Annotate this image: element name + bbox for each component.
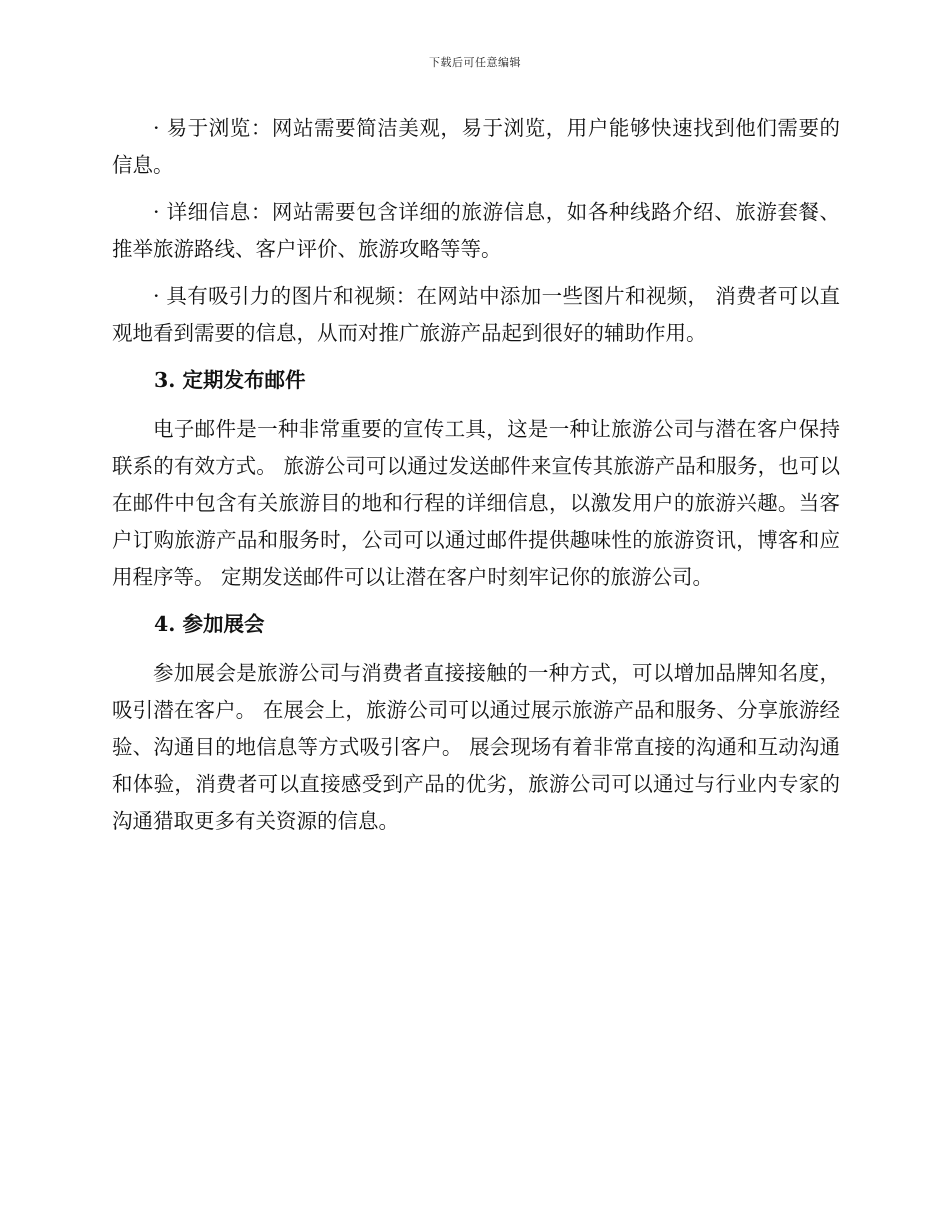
paragraph-email: 电子邮件是一种非常重要的宣传工具，这是一种让旅游公司与潜在客户保持联系的有效方式。 旅游公司可以通过发送邮件来宣传其旅游产品和服务，也可以在邮件中包含有关旅游目的地和行程的详细信息，以激发用户的旅游兴趣。当客户订购旅游产品和服务时，公司可以通过邮件提供趣味性的旅游资讯，博客和应用程序等。 定期发送邮件可以让潜在客户时刻牢记你的旅游公司。 <box>112 417 840 589</box>
section-heading-email: 3. 定期发布邮件 <box>154 368 306 392</box>
bullet-easy-browse: · 易于浏览：网站需要简洁美观，易于浏览，用户能够快速找到他们需要的信息。 <box>112 116 840 177</box>
bullet-detailed-info: · 详细信息：网站需要包含详细的旅游信息，如各种线路介绍、旅游套餐、推举旅游路线、客户评价、旅游攻略等等。 <box>112 200 840 261</box>
section-heading-exhibition: 4. 参加展会 <box>154 612 265 636</box>
page-header: 下载后可任意编辑 <box>429 56 521 69</box>
document-body <box>112 110 840 850</box>
bullet-images-videos: · 具有吸引力的图片和视频：在网站中添加一些图片和视频， 消费者可以直观地看到需要的信息，从而对推广旅游产品起到很好的辅助作用。 <box>112 284 840 345</box>
paragraph-exhibition: 参加展会是旅游公司与消费者直接接触的一种方式，可以增加品牌知名度，吸引潜在客户。 在展会上，旅游公司可以通过展示旅游产品和服务、分享旅游经验、沟通目的地信息等方式吸引客户。 展会现场有着非常直接的沟通和互动沟通和体验，消费者可以直接感受到产品的优劣，旅游公司可以通过与行业内专家的沟通猎取更多有关资源的信息。 <box>112 661 840 833</box>
